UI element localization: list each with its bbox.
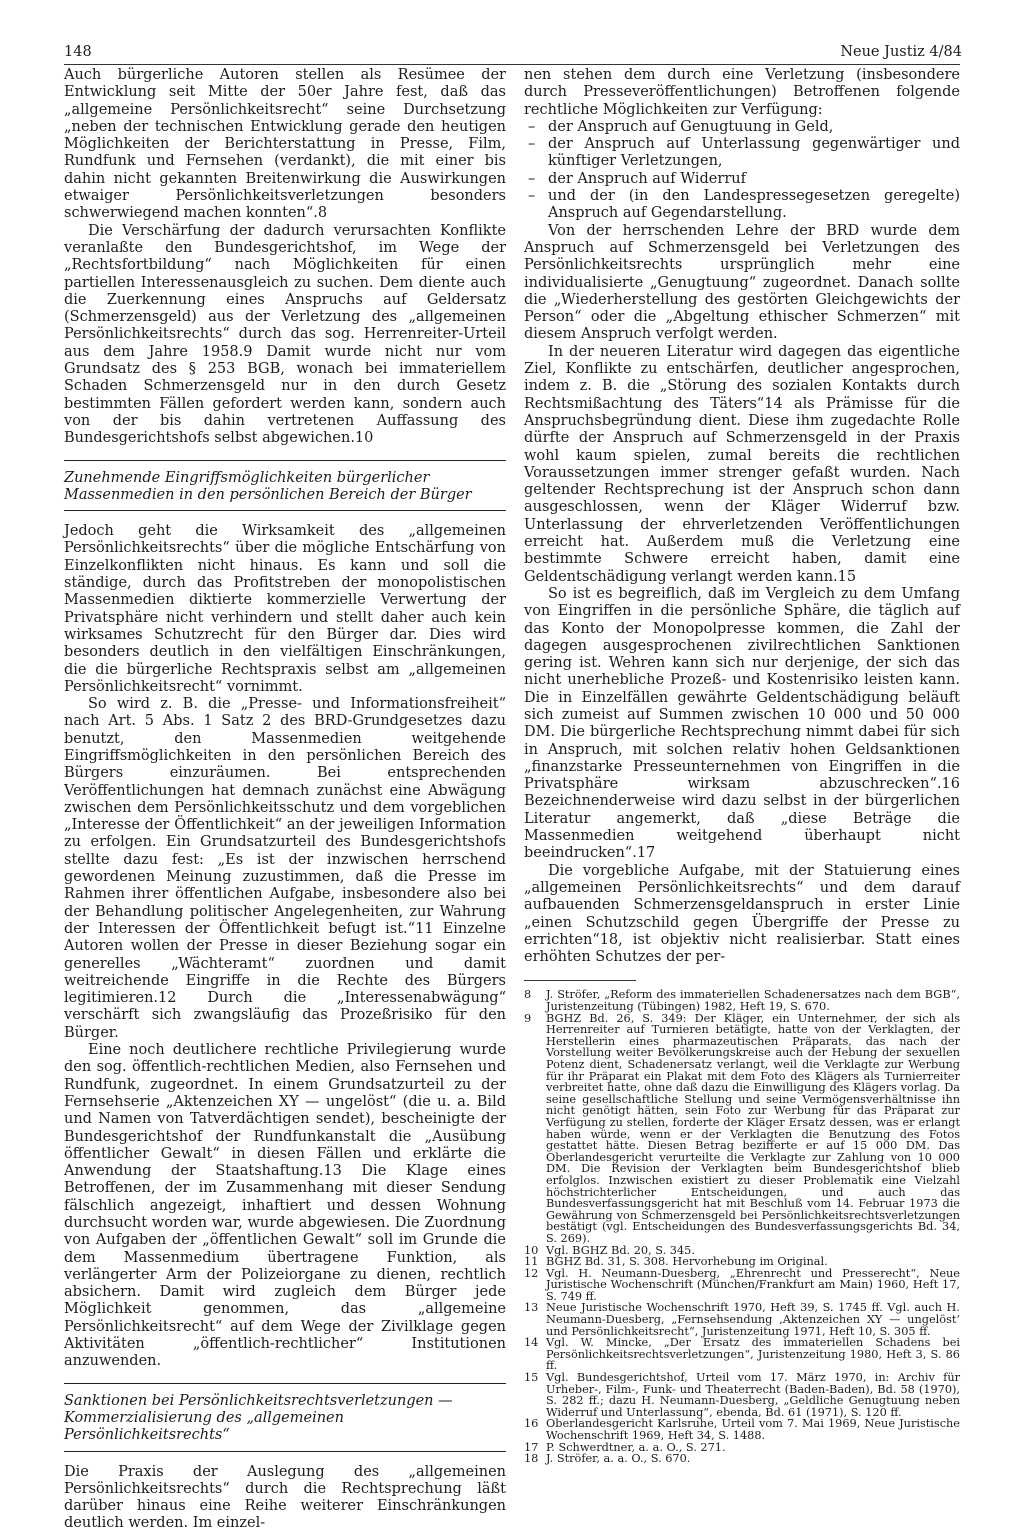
paragraph: Die Verschärfung der dadurch verursachten Konflikte veranlaßte den Bundesgerichtshof, im Wege der „Rechtsfortbildung“ nach Möglichkeiten für einen partiellen Interessenausgleich zu suchen. Dem diente auch die Zuerkennung eines Anspruchs auf Geldersatz (Schmerzensgeld) aus der Verletzung des „allgemeinen Persönlichkeitsrechts“ durch das sog. Herrenreiter-Urteil aus dem Jahre 1958.9 Damit wurde nicht nur vom Grundsatz des § 253 BGB, wonach bei immateriellem Schaden Schmerzensgeld nur in den durch Gesetz bestimmten Fällen gefordert werden kann, sondern auch von der bis dahin vertretenen Auffassung des Bundesgerichtshofs selbst abgewichen.10 [64, 222, 506, 447]
footnote-text: J. Ströfer, a. a. O., S. 670. [546, 1452, 691, 1466]
page-number: 148 [64, 44, 92, 60]
section-heading-line: Kommerzialisierung des „allgemeinen Persönlichkeitsrechts“ [64, 1409, 344, 1444]
footnote [524, 1453, 960, 1465]
footnote [524, 1302, 960, 1337]
footnote-text: J. Ströfer, „Reform des immateriellen Schadenersatzes nach dem BGB“, Juristenzeitung (Tübingen) 1982, Heft 19, S. 670. [546, 988, 960, 1014]
header-rule [64, 64, 960, 65]
right-column [524, 67, 960, 1465]
list-item: – der Anspruch auf Widerruf [524, 171, 960, 188]
footnote-number: 18 [524, 1452, 539, 1466]
footnote-number: 17 [524, 1440, 539, 1454]
paragraph: Jedoch geht die Wirksamkeit des „allgemeinen Persönlichkeitsrechts“ über die mögliche Entschärfung von Einzelkonflikten nicht hinaus. Es kann und soll die ständige, durch das Profitstreben der monopolistischen Massenmedien diktierte kommerzielle Verwertung der Privatsphäre nicht verhindern und stellt daher auch kein wirksames Schutzrecht für den Bürger dar. Dies wird besonders deutlich in den vielfältigen Einschränkungen, die die bürgerliche Rechtspraxis selbst am „allgemeinen Persönlichkeitsrecht“ vornimmt. [64, 523, 506, 695]
footnote-number: 15 [524, 1371, 539, 1385]
list-item: – der Anspruch auf Genugtuung in Geld, [524, 119, 960, 136]
journal-issue: Neue Justiz 4/84 [840, 44, 962, 60]
footnote [524, 1418, 960, 1441]
paragraph: Auch bürgerliche Autoren stellen als Resümee der Entwicklung seit Mitte der 50er Jahre fest, daß das „allgemeine Persönlichkeitsrecht“ seine Durchsetzung „neben der technischen Entwicklung gerade den heutigen Möglichkeiten der Berichterstattung in Presse, Film, Rundfunk und Fernsehen (verdankt), die mit einer bis dahin nicht gekannten Breitenwirkung die Auswirkungen etwaiger Persönlichkeitsverletzungen besonders schwerwiegend machen konnten“.8 [64, 67, 506, 222]
footnote-text: Vgl. H. Neumann-Duesberg, „Ehrenrecht und Presserecht“, Neue Juristische Wochenschrift (München/Frankfurt am Main) 1960, Heft 17, S. 749 ff. [546, 1266, 960, 1303]
footnote-text: Vgl. Bundesgerichtshof, Urteil vom 17. März 1970, in: Archiv für Urheber-, Film-, Funk- und Theaterrecht (Baden-Baden), Bd. 58 (1970), S. 282 ff.; dazu H. Neumann-Duesberg, „Geldliche Genugtuung neben Widerruf und Unterlassung“, ebenda, Bd. 61 (1971), S. 120 ff. [546, 1371, 960, 1419]
footnote-rule [524, 980, 636, 981]
footnote-text: BGHZ Bd. 31, S. 308. Hervorhebung im Original. [546, 1255, 828, 1269]
section-heading-line: Zunehmende Eingriffsmöglichkeiten bürgerlicher [64, 469, 430, 486]
footnote-text: Vgl. BGHZ Bd. 20, S. 345. [546, 1243, 695, 1257]
footnote-number: 10 [524, 1243, 539, 1257]
paragraph: Die Praxis der Auslegung des „allgemeinen Persönlichkeitsrechts“ durch die Rechtsprechung läßt darüber hinaus eine Reihe weiterer Einschränkungen deutlich werden. Im einzel- [64, 1463, 506, 1532]
claims-list [524, 119, 960, 223]
paragraph: Von der herrschenden Lehre der BRD wurde dem Anspruch auf Schmerzensgeld bei Verletzungen des Persönlichkeitsrechts ursprünglich mehr eine individualisierte „Genugtuung“ zugeordnet. Danach sollte die „Wiederherstellung des gestörten Gleichgewichts der Person“ oder die „Abgeltung ethischer Schmerzen“ mit diesem Anspruch verfolgt werden. [524, 222, 960, 343]
footnote-number: 8 [524, 988, 532, 1002]
left-column [64, 67, 506, 1533]
footnote-number: 12 [524, 1266, 539, 1280]
section-heading-line: Sanktionen bei Persönlichkeitsrechtsverletzungen — [64, 1392, 453, 1409]
footnote-number: 13 [524, 1301, 539, 1315]
section-heading [64, 460, 506, 512]
list-item: – und der (in den Landespressegesetzen geregelte) Anspruch auf Gegendarstellung. [524, 188, 960, 223]
footnote-text: BGHZ Bd. 26, S. 349: Der Kläger, ein Unternehmer, der sich als Herrenreiter auf Turnieren betätigte, hatte von der Verklagten, der Herstellerin eines pharmazeutischen Präparats, das nach der Vorstellung weiter Bevölkerungskreise auch der Hebung der sexuellen Potenz dient, Schadenersatz verlangt, weil die Verklagte zur Werbung für ihr Präparat ein Plakat mit dem Foto des Klägers als Turnierreiter verbreitet hatte, ohne daß dazu die Einwilligung des Klägers vorlag. Da seine gesellschaftliche Stellung und seine Vermögensverhältnisse ihn nicht genötigt hätten, sein Foto zur Werbung für das Präparat zur Verfügung zu stellen, forderte der Kläger Ersatz dessen, was er erlangt haben würde, wenn er der Verklagten die Benutzung des Fotos gestattet hätte. Diesen Betrag bezifferte er auf 15 000 DM. Das Oberlandesgericht verurteilte die Verklagte zur Zahlung von 10 000 DM. Die Revision der Verklagten beim Bundesgerichtshof blieb erfolglos. Inzwischen existiert zu dieser Problematik eine Vielzahl höchstrichterlicher Entscheidungen, und auch das Bundesverfassungsgericht hat mit Beschluß vom 14. Februar 1973 die Gewährung von Schmerzensgeld bei Persönlichkeitsrechtsverletzungen bestätigt (vgl. Entscheidungen des Bundesverfassungsgerichts Bd. 34, S. 269). [546, 1011, 960, 1245]
footnote-number: 16 [524, 1417, 539, 1431]
footnote [524, 1256, 960, 1268]
footnote [524, 1372, 960, 1418]
footnote-text: Neue Juristische Wochenschrift 1970, Heft 39, S. 1745 ff. Vgl. auch H. Neumann-Duesberg, „Fernsehsendung ‚Aktenzeichen XY — ungelöst‘ und Persönlichkeitsrecht“, Juristenzeitung 1971, Heft 10, S. 305 ff. [546, 1301, 960, 1338]
list-item: – der Anspruch auf Unterlassung gegenwärtiger und künftiger Verletzungen, [524, 136, 960, 171]
footnote-text: P. Schwerdtner, a. a. O., S. 271. [546, 1440, 726, 1454]
footnote-text: Oberlandesgericht Karlsruhe, Urteil vom 7. Mai 1969, Neue Juristische Wochenschrift 1969, Heft 34, S. 1488. [546, 1417, 960, 1442]
paragraph: Eine noch deutlichere rechtliche Privilegierung wurde den sog. öffentlich-rechtlichen Medien, also Fernsehen und Rundfunk, zugeordnet. In einem Grundsatzurteil zu der Fernsehserie „Aktenzeichen XY — ungelöst“ (die u. a. Bild und Namen von Tatverdächtigen sendet), bescheinigte der Bundesgerichtshof der Rundfunkanstalt die „Ausübung öffentlicher Gewalt“ in diesen Fällen und erklärte die Anwendung der Staatshaftung.13 Die Klage eines Betroffenen, der im Zusammenhang mit dieser Sendung fälschlich angezeigt, inhaftiert und dessen Wohnung durchsucht worden war, wurde abgewiesen. Die Zuordnung von Aufgaben der „öffentlichen Gewalt“ soll im Grunde die dem Massenmedium übertragene Funktion, als verlängerter Arm der Polizeiorgane zu dienen, rechtlich absichern. Damit wird zugleich dem Bürger jede Möglichkeit genommen, das „allgemeine Persönlichkeitsrecht“ auf dem Wege der Zivilklage gegen Aktivitäten „öffentlich-rechtlicher“ Institutionen anzuwenden. [64, 1042, 506, 1370]
paragraph: In der neueren Literatur wird dagegen das eigentliche Ziel, Konflikte zu entschärfen, deutlicher angesprochen, indem z. B. die „Störung des sozialen Kontakts durch Rechtsmißachtung des Täters“14 als Prämisse für die Anspruchsbegründung dient. Diese ihm zugedachte Rolle dürfte der Anspruch auf Schmerzensgeld in der Praxis wohl kaum spielen, zumal bereits die rechtlichen Voraussetzungen immer strenger gefaßt wurden. Nach geltender Rechtsprechung ist der Anspruch schon dann ausgeschlossen, wenn der Kläger Widerruf bzw. Unterlassung der ehrverletzenden Veröffentlichungen erreicht hat. Außerdem muß die Verletzung eine bestimmte Schwere erreicht haben, damit eine Geldentschädigung verlangt werden kann.15 [524, 343, 960, 585]
section-heading [64, 1383, 506, 1452]
paragraph: So ist es begreiflich, daß im Vergleich zu dem Umfang von Eingriffen in die persönliche Sphäre, die täglich auf das Konto der Monopolpresse kommen, die Zahl der dagegen ausgesprochenen zivilrechtlichen Sanktionen gering ist. Wehren kann sich nur derjenige, der sich das nicht unerhebliche Prozeß- und Kostenrisiko leisten kann. Die in Einzelfällen gewährte Geldentschädigung beläuft sich zumeist auf Summen zwischen 10 000 und 50 000 DM. Die bürgerliche Rechtsprechung nimmt dabei für sich in Anspruch, mit solchen relativ hohen Geldsanktionen „finanzstarke Presseunternehmen von Eingriffen in die Privatsphäre wirksam abzuschrecken“.16 Bezeichnenderweise wird dazu selbst in der bürgerlichen Literatur angemerkt, daß „diese Beträge die Massenmedien weitgehend überhaupt nicht beeindrucken“.17 [524, 585, 960, 862]
footnote [524, 1013, 960, 1245]
footnotes [524, 989, 960, 1464]
footnote [524, 1337, 960, 1372]
footnote-number: 11 [524, 1255, 539, 1269]
paragraph: So wird z. B. die „Presse- und Informationsfreiheit“ nach Art. 5 Abs. 1 Satz 2 des BRD-Grundgesetzes dazu benutzt, den Massenmedien weitgehende Eingriffsmöglichkeiten in den persönlichen Bereich des Bürgers einzuräumen. Bei entsprechenden Veröffentlichungen hat demnach zunächst eine Abwägung zwischen dem Persönlichkeitsschutz und dem vorgeblichen „Interesse der Öffentlichkeit“ an der jeweiligen Information zu erfolgen. Ein Grundsatzurteil des Bundesgerichtshofs stellte dazu fest: „Es ist der inzwischen herrschend gewordenen Meinung zuzustimmen, daß die Presse im Rahmen ihrer öffentlichen Aufgabe, insbesondere also bei der Behandlung politischer Angelegenheiten, zur Wahrung der Interessen der Öffentlichkeit befugt ist.“11 Einzelne Autoren wollen der Presse in dieser Beziehung sogar ein generelles „Wächteramt“ zuordnen und damit weitreichende Eingriffe in die Rechte des Bürgers legitimieren.12 Durch die „Interessenabwägung“ verschärft sich zwangsläufig das Prozeßrisiko für den Bürger. [64, 696, 506, 1041]
footnote-number: 14 [524, 1336, 539, 1350]
footnote [524, 989, 960, 1012]
section-heading-line: Massenmedien in den persönlichen Bereich der Bürger [64, 486, 472, 503]
footnote-text: Vgl. W. Mincke, „Der Ersatz des immateriellen Schadens bei Persönlichkeitsrechtsverletzungen“, Juristenzeitung 1980, Heft 3, S. 86 ff. [546, 1336, 960, 1373]
footnote-number: 9 [524, 1011, 532, 1025]
paragraph: nen stehen dem durch eine Verletzung (insbesondere durch Presseveröffentlichungen) Betroffenen folgende rechtliche Möglichkeiten zur Verfügung: [524, 67, 960, 118]
footnote [524, 1442, 960, 1454]
paragraph: Die vorgebliche Aufgabe, mit der Statuierung eines „allgemeinen Persönlichkeitsrechts“ und dem darauf aufbauenden Schmerzensgeldanspruch in erster Linie „einen Schutzschild gegen Übergriffe der Presse zu errichten“18, ist objektiv nicht realisierbar. Statt eines erhöhten Schutzes der per- [524, 862, 960, 966]
footnote [524, 1268, 960, 1303]
